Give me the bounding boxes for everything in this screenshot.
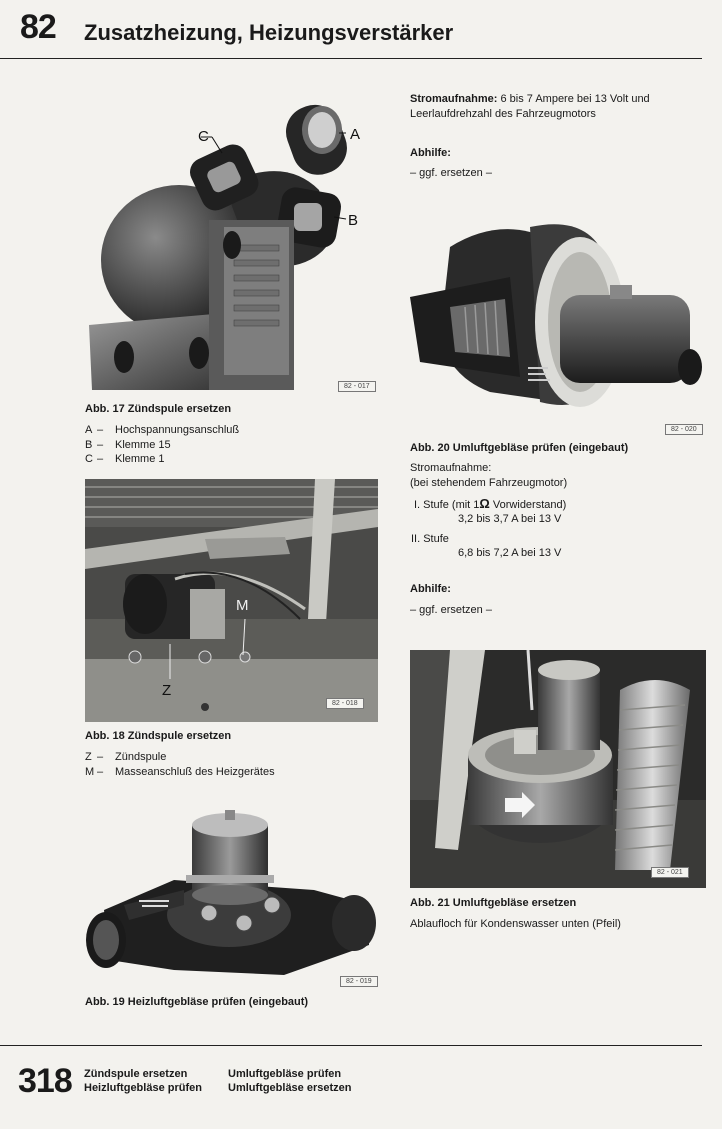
- chapter-number: 82: [20, 8, 56, 46]
- legend-item: Z – Zündspule: [85, 751, 167, 763]
- stage-1-label: I. Stufe (mit 1Ω Vorwiderstand): [414, 496, 567, 511]
- fig20-current-label: Stromaufnahme:: [410, 462, 492, 474]
- remedy-text-2: – ggf. ersetzen –: [410, 604, 492, 616]
- chapter-title: Zusatzheizung, Heizungsverstärker: [84, 20, 454, 45]
- footer-topics-col1: [84, 1067, 202, 1095]
- figure-20-photo: [410, 217, 706, 437]
- remedy-label-2: Abhilfe:: [410, 583, 451, 595]
- label-a: A: [350, 126, 361, 143]
- legend-item: M – Masseanschluß des Heizgerätes: [85, 765, 275, 778]
- current-draw-block: Stromaufnahme: 6 bis 7 Ampere bei 13 Volt und Leerlaufdrehzahl des Fahrzeugmotors: [410, 93, 650, 120]
- figure-21-photo: [410, 650, 706, 888]
- figure-18-code: 82 - 018: [326, 698, 364, 709]
- figure-17-caption: Abb. 17 Zündspule ersetzen: [85, 403, 232, 415]
- figure-20-code: 82 - 020: [665, 424, 703, 435]
- figure-17-code: 82 - 017: [338, 381, 376, 392]
- legend-item: C – Klemme 1: [85, 453, 165, 465]
- remedy-label-1: Abhilfe:: [410, 147, 451, 159]
- fig21-text: Ablaufloch für Kondenswasser unten (Pfeil): [410, 918, 621, 930]
- footer-rule: [0, 1045, 702, 1046]
- figure-18-legend: [85, 750, 275, 779]
- footer-topic: Umluftgebläse prüfen: [228, 1068, 342, 1080]
- figure-19-photo: [84, 805, 384, 990]
- footer-topic: Zündspule ersetzen: [84, 1068, 188, 1080]
- figure-21-code: 82 - 021: [651, 867, 689, 878]
- figure-18-caption: Abb. 18 Zündspule ersetzen: [85, 730, 232, 742]
- figure-21-caption: Abb. 21 Umluftgebläse ersetzen: [410, 897, 577, 909]
- label-z: Z: [162, 682, 172, 699]
- figure-19-code: 82 - 019: [340, 976, 378, 987]
- figure-20-caption: Abb. 20 Umluftgebläse prüfen (eingebaut): [410, 442, 629, 454]
- header-rule: [0, 58, 702, 59]
- figure-19-caption: Abb. 19 Heizluftgebläse prüfen (eingebaut): [85, 996, 309, 1008]
- footer-topic: Umluftgebläse ersetzen: [228, 1082, 352, 1094]
- label-b: B: [348, 212, 359, 229]
- stage-2-label: II. Stufe: [411, 533, 449, 545]
- fig20-condition: (bei stehendem Fahrzeugmotor): [410, 477, 568, 489]
- label-m: M: [236, 597, 249, 614]
- figure-18-photo: [85, 479, 378, 722]
- remedy-text-1: – ggf. ersetzen –: [410, 167, 492, 179]
- footer-topics-col2: [228, 1067, 351, 1095]
- legend-item: B – Klemme 15: [85, 438, 171, 451]
- stage-1-value: 3,2 bis 3,7 A bei 13 V: [458, 513, 562, 525]
- label-c: C: [198, 128, 209, 145]
- footer-topic: Heizluftgebläse prüfen: [84, 1082, 202, 1094]
- figure-17-photo: [84, 95, 384, 395]
- page-number: 318: [18, 1062, 72, 1100]
- figure-17-legend: [85, 423, 239, 467]
- legend-item: A – Hochspannungsanschluß: [85, 424, 240, 436]
- stage-2-value: 6,8 bis 7,2 A bei 13 V: [458, 547, 562, 559]
